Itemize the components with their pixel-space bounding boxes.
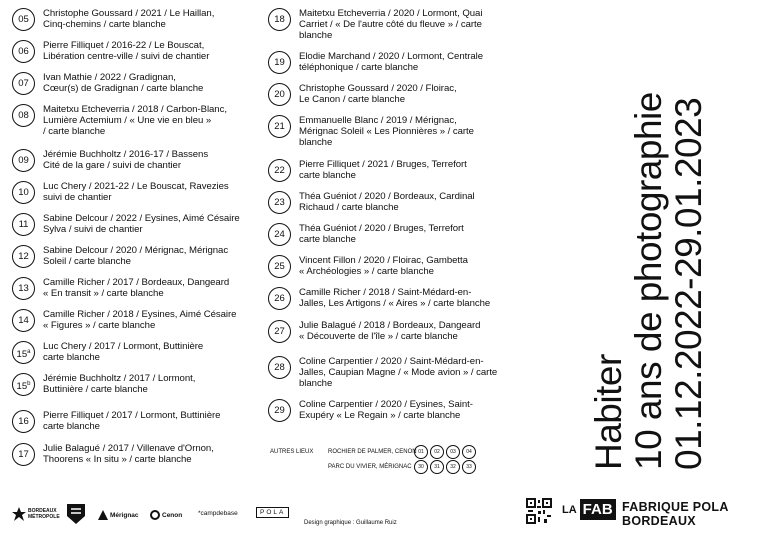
entry-number-text: 15 [16,349,28,361]
entry-number-text: 15 [16,381,28,393]
cenon-text: Cenon [162,511,183,519]
entry-number [12,410,35,433]
design-credit: Design graphique : Guillaume Ruiz [304,520,397,526]
other-location-row [328,445,476,459]
artwork-entry [12,410,253,433]
entry-number-text: 09 [18,155,29,166]
artwork-entry [268,115,499,149]
artwork-entry [268,51,499,74]
entry-description: Julie Balagué / 2018 / Bordeaux, Dangeard « Découverte de l'île » / carte blanche [299,320,481,343]
entry-description: Coline Carpentier / 2020 / Saint-Médard-en- Jalles, Caupian Magne / « Mode avion » / carte blanche [299,356,498,390]
entry-description: Pierre Filliquet / 2016-22 / Le Bouscat, Libération centre-ville / suivi de chantier [43,40,210,63]
entry-number-text: 28 [274,362,285,373]
entry-number-text: 23 [274,197,285,208]
la-text: LA [562,503,577,516]
qr-code [526,498,552,524]
entry-description: Jérémie Buchholtz / 2017 / Lormont, Buttinière / carte blanche [43,373,196,396]
bordeaux-metropole-text: BORDEAUX MÉTROPOLE [28,508,60,520]
pola-logo [256,507,289,518]
entry-number-text: 07 [18,78,29,89]
other-locations-label: AUTRES LIEUX [270,449,314,455]
entry-number-text: 17 [18,449,29,460]
entry-description: Luc Chery / 2017 / Lormont, Buttinière carte blanche [43,341,204,364]
merignac-text: Mérignac [110,511,139,519]
entry-number-text: 24 [274,229,285,240]
artwork-entry [268,83,499,106]
merignac-logo [98,510,139,520]
entry-number [268,287,291,310]
entry-description: Pierre Filliquet / 2021 / Bruges, Terrefort carte blanche [299,159,467,182]
cenon-logo [150,510,182,520]
artwork-entry [12,149,253,172]
location-number: 30 [414,460,428,474]
location-number: 02 [430,445,444,459]
artwork-entry [12,181,253,204]
entry-description: Emmanuelle Blanc / 2019 / Mérignac, Mérignac Soleil « Les Pionnières » / carte blanche [299,115,474,149]
entry-number [12,104,35,127]
artwork-entry [268,320,499,343]
entry-number [268,159,291,182]
entry-number-suffix: a [27,349,31,355]
artwork-entry [268,159,499,182]
entry-description: Sabine Delcour / 2022 / Eysines, Aimé Césaire Sylva / suivi de chantier [43,213,240,236]
artwork-entry [268,8,499,42]
entry-number-text: 25 [274,261,285,272]
entry-description: Christophe Goussard / 2021 / Le Haillan, Cinq-chemins / carte blanche [43,8,215,31]
location-number: 04 [462,445,476,459]
entry-number-text: 20 [274,89,285,100]
entry-number-text: 16 [18,416,29,427]
entry-number [268,356,291,379]
entry-number [268,223,291,246]
artwork-entry [12,373,253,396]
entry-number-suffix: b [27,381,31,387]
entry-number-text: 10 [18,187,29,198]
entry-number-text: 22 [274,165,285,176]
campdebase-logo [198,510,238,517]
artwork-entry [12,245,253,268]
entry-number [268,83,291,106]
star-icon [12,507,26,521]
entry-description: Maitetxu Etcheverria / 2018 / Carbon-Blanc, Lumière Actemium / « Une vie en bleu » / carte blanche [43,104,227,138]
entry-number-text: 19 [274,57,285,68]
entry-description: Vincent Fillon / 2020 / Floirac, Gambetta « Archéologies » / carte blanche [299,255,468,278]
triangle-icon [98,510,108,520]
entry-number [12,40,35,63]
entry-number [268,8,291,31]
artwork-entry [268,287,499,310]
la-fab-logo [562,499,616,520]
location-number: 32 [446,460,460,474]
entry-description: Camille Richer / 2018 / Saint-Médard-en- Jalles, Les Artigons / « Aires » / carte blanche [299,287,491,310]
location-number: 01 [414,445,428,459]
artwork-entry [12,72,253,95]
artwork-entry [268,191,499,214]
entry-number [268,191,291,214]
entry-number-text: 14 [18,315,29,326]
location-number: 33 [462,460,476,474]
entry-number [12,341,35,364]
entry-description: Julie Balagué / 2017 / Villenave d'Ornon, Thoorens « In situ » / carte blanche [43,443,214,466]
entry-number [268,115,291,138]
entry-number [12,72,35,95]
artwork-entry [12,213,253,236]
entry-number [12,373,35,396]
entry-description: Coline Carpentier / 2020 / Eysines, Saint- Exupéry « Le Regain » / carte blanche [299,399,473,422]
pola-text: POLA [260,509,286,516]
entry-number [12,277,35,300]
entry-number-text: 12 [18,251,29,262]
other-location-name: PARC DU VIVIER, MÉRIGNAC [328,464,412,470]
artwork-entry [268,223,499,246]
entry-number [268,399,291,422]
entry-description: Elodie Marchand / 2020 / Lormont, Centrale téléphonique / carte blanche [299,51,484,74]
entry-description: Théa Guéniot / 2020 / Bruges, Terrefort carte blanche [299,223,464,246]
entry-description: Pierre Filliquet / 2017 / Lormont, Buttinière carte blanche [43,410,221,433]
entry-description: Luc Chery / 2021-22 / Le Bouscat, Ravezies suivi de chantier [43,181,229,204]
entry-number-text: 11 [18,219,29,230]
fabrique-pola-name: FABRIQUE POLA BORDEAUX [622,500,729,528]
artwork-entry [12,40,253,63]
artwork-entry [12,309,253,332]
entry-number [268,255,291,278]
campdebase-text: *campdebase [198,510,238,517]
artwork-entry [12,104,253,138]
entry-number [12,149,35,172]
entry-number-text: 21 [274,121,285,132]
entry-description: Maitetxu Etcheverria / 2020 / Lormont, Quai Carriet / « De l'autre côté du fleuve » / carte blanche [299,8,483,42]
artwork-entry [12,277,253,300]
artwork-entry [12,8,253,31]
qr-code-icon [526,498,552,524]
entry-number [268,51,291,74]
entry-number [12,245,35,268]
entry-description: Sabine Delcour / 2020 / Mérignac, Mérignac Soleil / carte blanche [43,245,229,268]
other-location-row [328,460,476,474]
crest-icon [66,503,86,525]
entry-description: Théa Guéniot / 2020 / Bordeaux, Cardinal Richaud / carte blanche [299,191,475,214]
location-number: 31 [430,460,444,474]
footer [0,495,768,543]
location-number: 03 [446,445,460,459]
entry-number-text: 27 [274,326,285,337]
artwork-entry [268,356,499,390]
entry-description: Jérémie Buchholtz / 2016-17 / Bassens Cité de la gare / suivi de chantier [43,149,209,172]
entry-description: Camille Richer / 2017 / Bordeaux, Dangeard « En transit » / carte blanche [43,277,230,300]
entry-number [12,8,35,31]
exhibition-subtitle: 10 ans de photographie [628,92,669,470]
entry-number-text: 05 [18,14,29,25]
artwork-entry [12,443,253,466]
entry-number-text: 18 [274,14,285,25]
exhibition-title-block [530,0,768,470]
artwork-entry [268,399,499,422]
other-location-name: ROCHIER DE PALMER, CENON [328,449,417,455]
circle-arrow-icon [150,510,160,520]
entry-number-text: 08 [18,110,29,121]
entry-number-text: 26 [274,293,285,304]
emblem-logo [66,503,86,525]
artwork-entry [268,255,499,278]
exhibition-title: Habiter [588,354,629,470]
artwork-entry [12,341,253,364]
entry-description: Christophe Goussard / 2020 / Floirac, Le Canon / carte blanche [299,83,457,106]
exhibition-dates: 01.12.2022-29.01.2023 [668,97,709,470]
entry-number-text: 29 [274,405,285,416]
entry-number-text: 13 [18,283,29,294]
bordeaux-metropole-logo [12,507,60,521]
entry-number [268,320,291,343]
entry-description: Camille Richer / 2018 / Eysines, Aimé Césaire « Figures » / carte blanche [43,309,237,332]
entry-number [12,181,35,204]
entry-number-text: 06 [18,46,29,57]
fab-text: FAB [580,499,616,520]
entry-number [12,213,35,236]
entry-number [12,309,35,332]
entry-number [12,443,35,466]
entry-description: Ivan Mathie / 2022 / Gradignan, Cœur(s) de Gradignan / carte blanche [43,72,204,95]
